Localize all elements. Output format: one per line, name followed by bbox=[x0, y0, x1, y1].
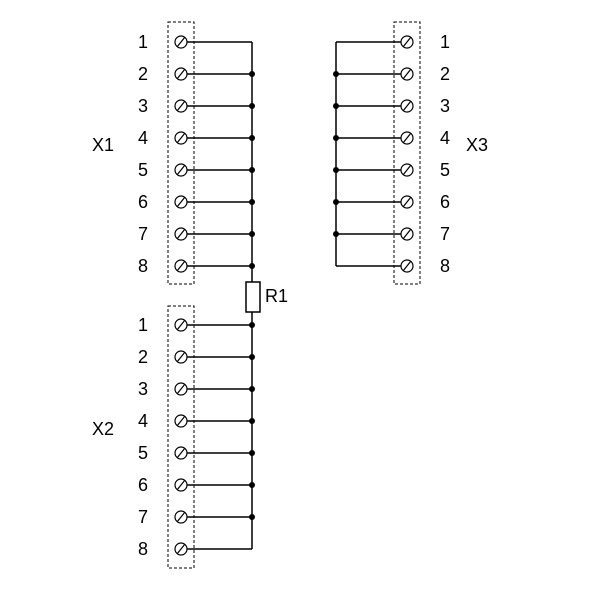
x3-pin-label-7: 7 bbox=[440, 224, 451, 244]
x2-pin-label-5: 5 bbox=[137, 443, 148, 463]
x1-pin-label-1: 1 bbox=[137, 32, 148, 52]
terminal-block-x1 bbox=[168, 22, 194, 284]
resistor-r1 bbox=[246, 282, 260, 312]
x2-pin-label-7: 7 bbox=[137, 507, 148, 527]
block-label-x2: X2 bbox=[92, 419, 115, 439]
x3-pin-label-3: 3 bbox=[440, 96, 451, 116]
x2-pin-label-8: 8 bbox=[137, 539, 148, 559]
block-label-x3: X3 bbox=[466, 135, 489, 155]
resistor-label: R1 bbox=[265, 286, 289, 306]
x1-pin-label-8: 8 bbox=[137, 256, 148, 276]
x3-pin-label-8: 8 bbox=[440, 256, 451, 276]
x1-pin-label-6: 6 bbox=[137, 192, 148, 212]
x2-pin-label-3: 3 bbox=[137, 379, 148, 399]
x3-pin-label-5: 5 bbox=[440, 160, 451, 180]
x1-pin-label-4: 4 bbox=[137, 128, 148, 148]
x3-pin-label-4: 4 bbox=[440, 128, 451, 148]
x2-group bbox=[138, 315, 255, 559]
x2-pin-label-6: 6 bbox=[137, 475, 148, 495]
x1-group bbox=[138, 32, 255, 276]
x3-pin-label-2: 2 bbox=[440, 64, 451, 84]
x3-pin-label-1: 1 bbox=[440, 32, 451, 52]
terminal-block-x2 bbox=[168, 306, 194, 568]
x2-pin-label-2: 2 bbox=[137, 347, 148, 367]
x1-pin-label-5: 5 bbox=[137, 160, 148, 180]
x3-pin-label-6: 6 bbox=[440, 192, 451, 212]
x1-pin-label-2: 2 bbox=[137, 64, 148, 84]
x2-pin-label-1: 1 bbox=[137, 315, 148, 335]
x1-pin-label-7: 7 bbox=[137, 224, 148, 244]
x3-group bbox=[333, 32, 450, 276]
terminal-block-x3 bbox=[394, 22, 420, 284]
x2-pin-label-4: 4 bbox=[137, 411, 148, 431]
x1-pin-label-3: 3 bbox=[137, 96, 148, 116]
block-label-x1: X1 bbox=[92, 135, 115, 155]
